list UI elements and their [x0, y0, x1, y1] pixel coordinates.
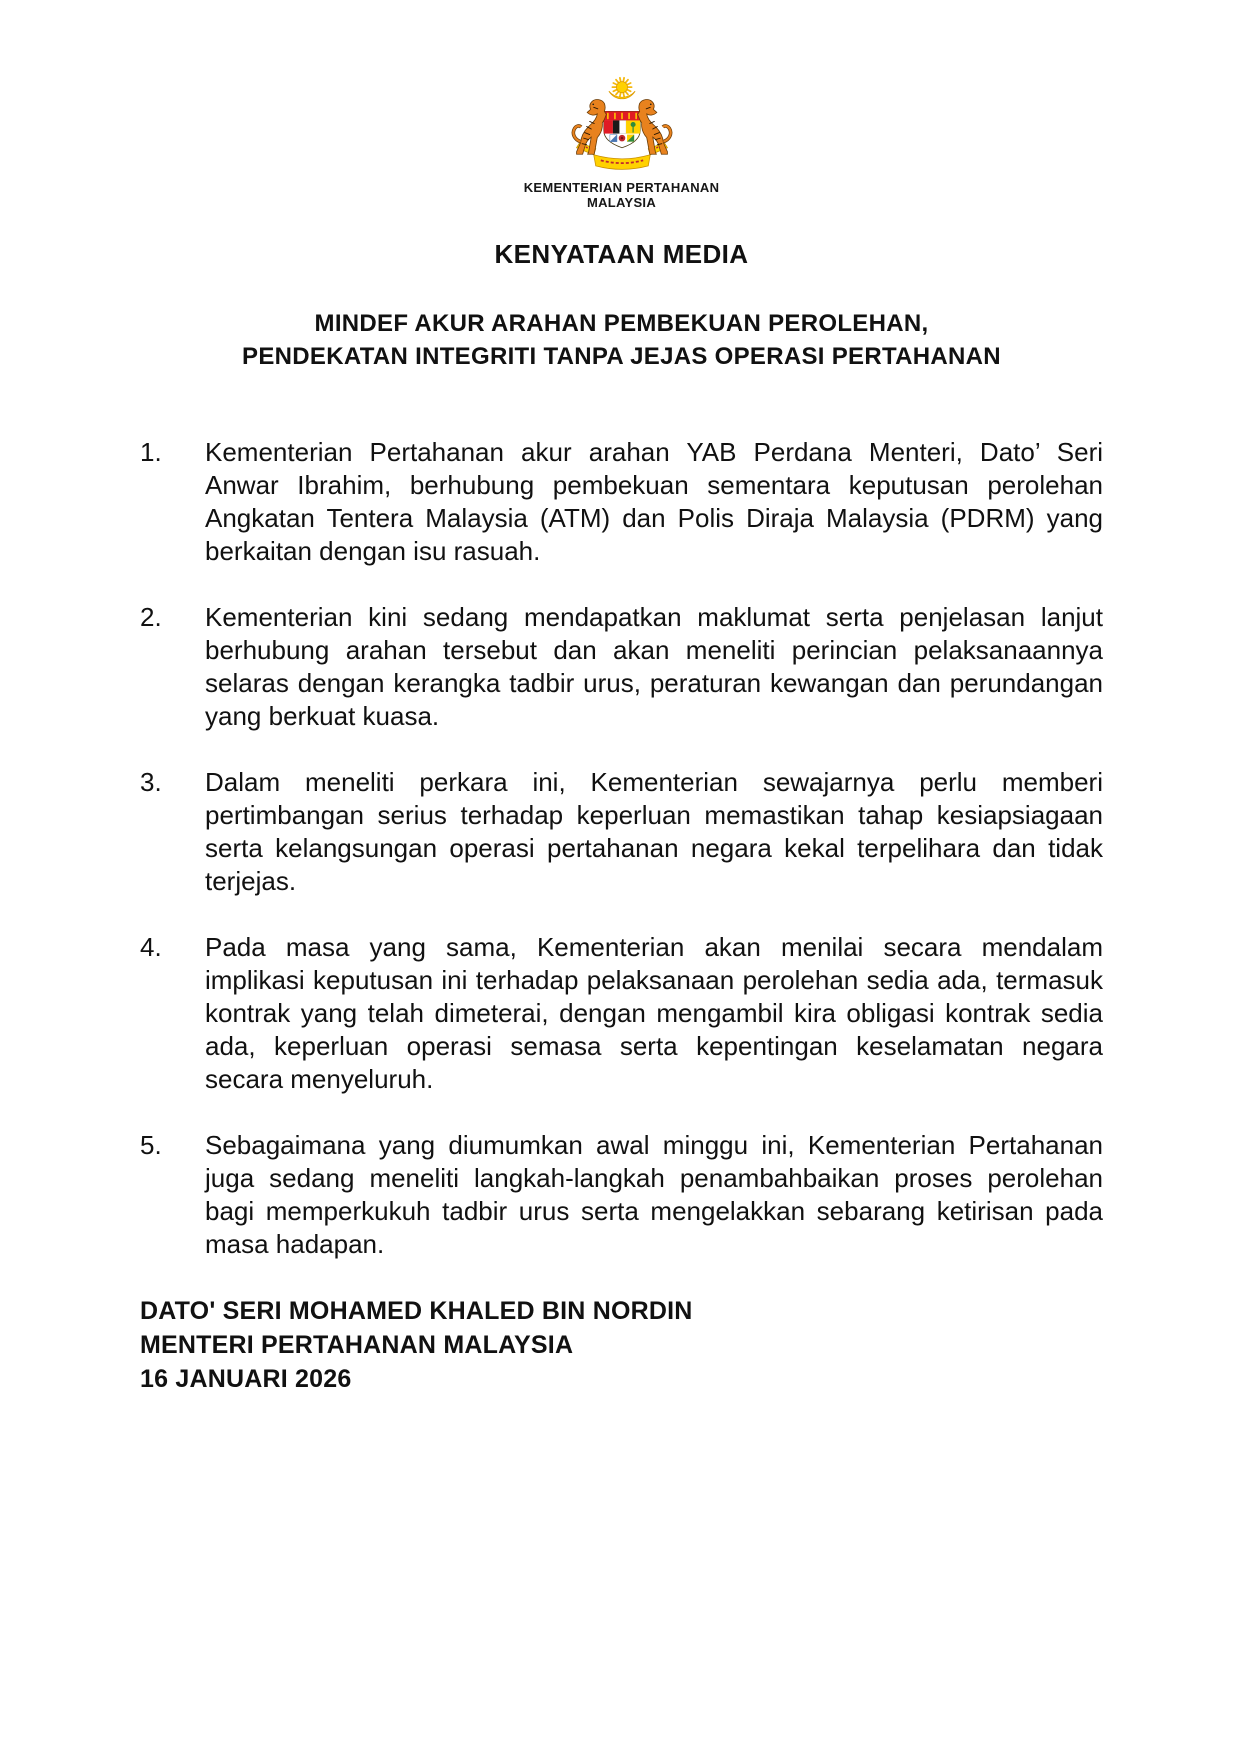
statement-date: 16 JANUARI 2026 [140, 1365, 352, 1393]
ministry-name-line1: KEMENTERIAN PERTAHANAN [523, 180, 720, 195]
signatory-name: DATO' SERI MOHAMED KHALED BIN NORDIN [140, 1297, 693, 1325]
numbered-paragraph [140, 601, 1103, 733]
page-content [140, 0, 1103, 1396]
paragraph-number: 1. [140, 437, 162, 467]
document-type-heading: KENYATAAN MEDIA [494, 239, 749, 269]
paragraph-number: 5. [140, 1130, 162, 1160]
paragraph-number: 3. [140, 767, 162, 797]
ministry-logo [140, 0, 1103, 210]
numbered-paragraph [140, 766, 1103, 898]
numbered-paragraph [140, 436, 1103, 568]
document-title-line2: PENDEKATAN INTEGRITI TANPA JEJAS OPERASI PERTAHANAN [242, 343, 1001, 370]
paragraph-number: 4. [140, 932, 162, 962]
paragraph-text: Dalam meneliti perkara ini, Kementerian sewajarnya perlu memberi pertimbangan serius terhadap keperluan memastikan tahap kesiapsiagaan serta kelangsungan operasi pertahanan negara kekal terpelihara dan tidak terjejas. [205, 767, 1103, 896]
malaysia-coat-of-arms-icon [556, 72, 688, 178]
document-title-line1: MINDEF AKUR ARAHAN PEMBEKUAN PEROLEHAN, [314, 310, 929, 337]
document-title [140, 307, 1103, 373]
ministry-name [140, 180, 1103, 210]
paragraph-text: Sebagaimana yang diumumkan awal minggu ini, Kementerian Pertahanan juga sedang meneliti langkah-langkah penambahbaikan proses perolehan bagi memperkukuh tadbir urus serta mengelakkan sebarang ketirisan pada masa hadapan. [205, 1130, 1103, 1259]
paragraph-text: Kementerian Pertahanan akur arahan YAB Perdana Menteri, Dato’ Seri Anwar Ibrahim, berhubung pembekuan sementara keputusan perolehan Angkatan Tentera Malaysia (ATM) dan Polis Diraja Malaysia (PDRM) yang berkaitan dengan isu rasuah. [205, 437, 1103, 566]
paragraph-number: 2. [140, 602, 162, 632]
paragraph-text: Kementerian kini sedang mendapatkan maklumat serta penjelasan lanjut berhubung arahan tersebut dan akan meneliti perincian pelaksanaannya selaras dengan kerangka tadbir urus, peraturan kewangan dan perundangan yang berkuat kuasa. [205, 602, 1103, 731]
ministry-name-line2: MALAYSIA [586, 195, 657, 210]
paragraph-text: Pada masa yang sama, Kementerian akan menilai secara mendalam implikasi keputusan ini terhadap pelaksanaan perolehan sedia ada, termasuk kontrak yang telah dimeterai, dengan mengambil kira obligasi kontrak sedia ada, keperluan operasi semasa serta kepentingan keselamatan negara secara menyeluruh. [205, 932, 1103, 1094]
paragraph-list [140, 436, 1103, 1261]
signature-block [140, 1294, 1103, 1396]
signatory-position: MENTERI PERTAHANAN MALAYSIA [140, 1331, 574, 1359]
numbered-paragraph [140, 1129, 1103, 1261]
numbered-paragraph [140, 931, 1103, 1096]
